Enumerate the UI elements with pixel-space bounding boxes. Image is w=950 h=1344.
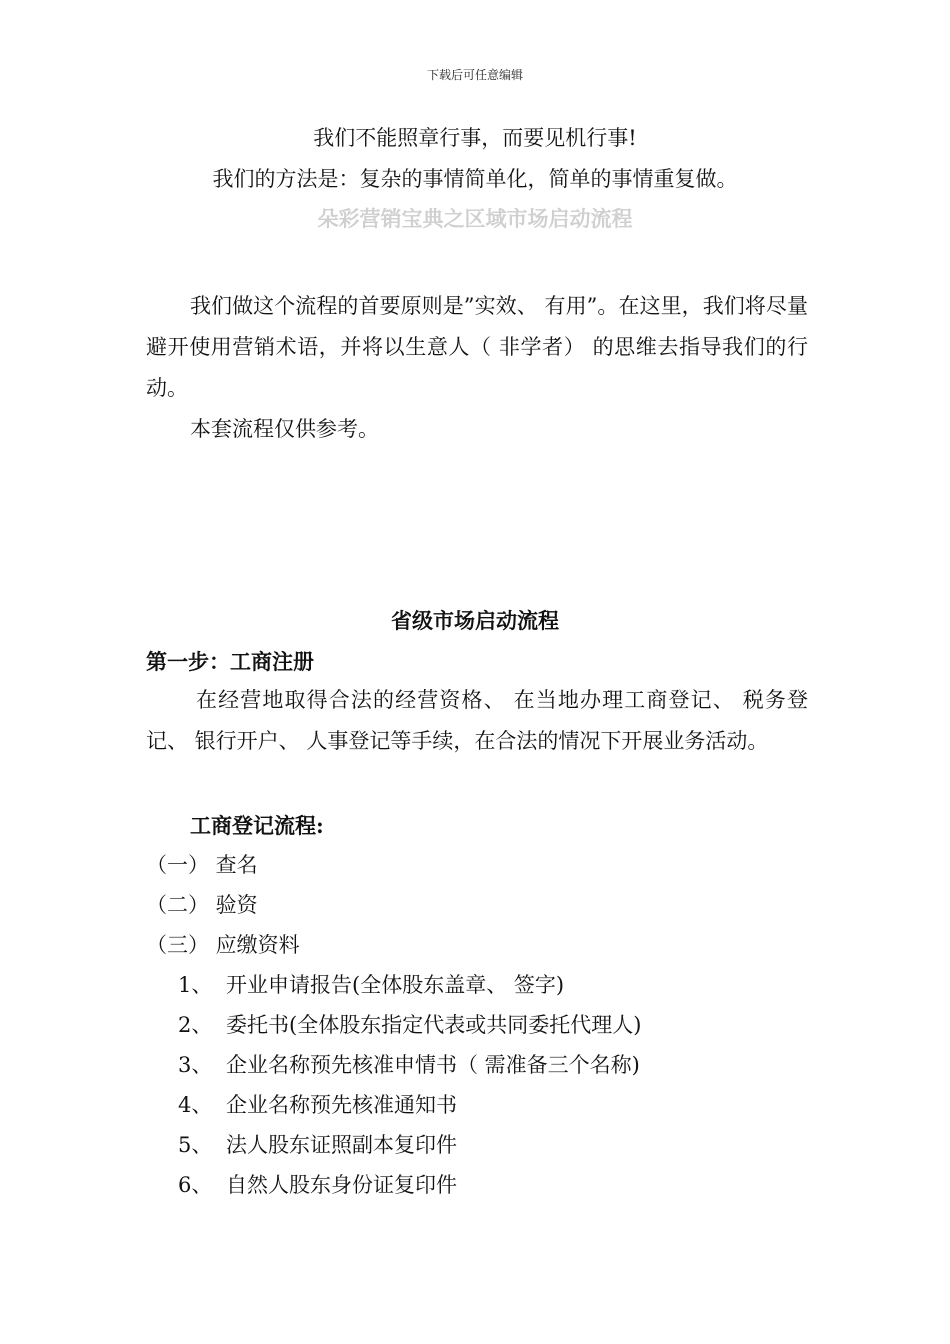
item-text: 开业申请报告(全体股东盖章、 签字) bbox=[226, 973, 565, 997]
intro-paragraph: 我们做这个流程的首要原则是”实效、 有用”。在这里，我们将尽量避开使用营销术语，并将以生意人（ 非学者） 的思维去指导我们的行动。 bbox=[146, 294, 808, 400]
section-title: 省级市场启动流程 bbox=[391, 608, 559, 633]
step-paragraph: 在经营地取得合法的经营资格、 在当地办理工商登记、 税务登记、 银行开户、 人事登记等手续，在合法的情况下开展业务活动。 bbox=[146, 688, 808, 753]
item-text: 企业名称预先核准申情书（ 需准备三个名称) bbox=[226, 1053, 640, 1077]
registration-subtitle: 工商登记流程: bbox=[190, 813, 324, 838]
intro-note: 本套流程仅供参考。 bbox=[190, 417, 379, 441]
item-number: 4、 bbox=[178, 1093, 213, 1117]
list-item bbox=[178, 1169, 457, 1199]
motto-line-2: 我们的方法是：复杂的事情简单化，简单的事情重复做。 bbox=[212, 167, 738, 191]
list-item: （一） 查名 bbox=[146, 853, 258, 877]
item-text: 自然人股东身份证复印件 bbox=[226, 1173, 457, 1197]
item-number: 5、 bbox=[178, 1133, 213, 1157]
list-item: （二） 验资 bbox=[146, 893, 258, 917]
item-number: 3、 bbox=[178, 1053, 213, 1077]
list-item bbox=[178, 1129, 457, 1159]
header-note: 下载后可任意编辑 bbox=[426, 68, 523, 82]
list-item bbox=[178, 1049, 640, 1079]
item-number: 6、 bbox=[178, 1173, 213, 1197]
item-text: 委托书(全体股东指定代表或共同委托代理人) bbox=[226, 1013, 642, 1037]
item-text: 法人股东证照副本复印件 bbox=[226, 1133, 457, 1157]
item-number: 1、 bbox=[178, 973, 213, 997]
list-item bbox=[178, 1009, 641, 1039]
step-title: 第一步：工商注册 bbox=[146, 649, 314, 674]
motto-line-1: 我们不能照章行事，而要见机行事! bbox=[313, 126, 637, 150]
item-number: 2、 bbox=[178, 1013, 213, 1037]
item-text: 企业名称预先核准通知书 bbox=[226, 1093, 457, 1117]
list-item bbox=[178, 969, 564, 999]
document-title: 朵彩营销宝典之区域市场启动流程 bbox=[317, 206, 633, 231]
list-item bbox=[178, 1089, 457, 1119]
list-item: （三） 应缴资料 bbox=[146, 933, 300, 957]
